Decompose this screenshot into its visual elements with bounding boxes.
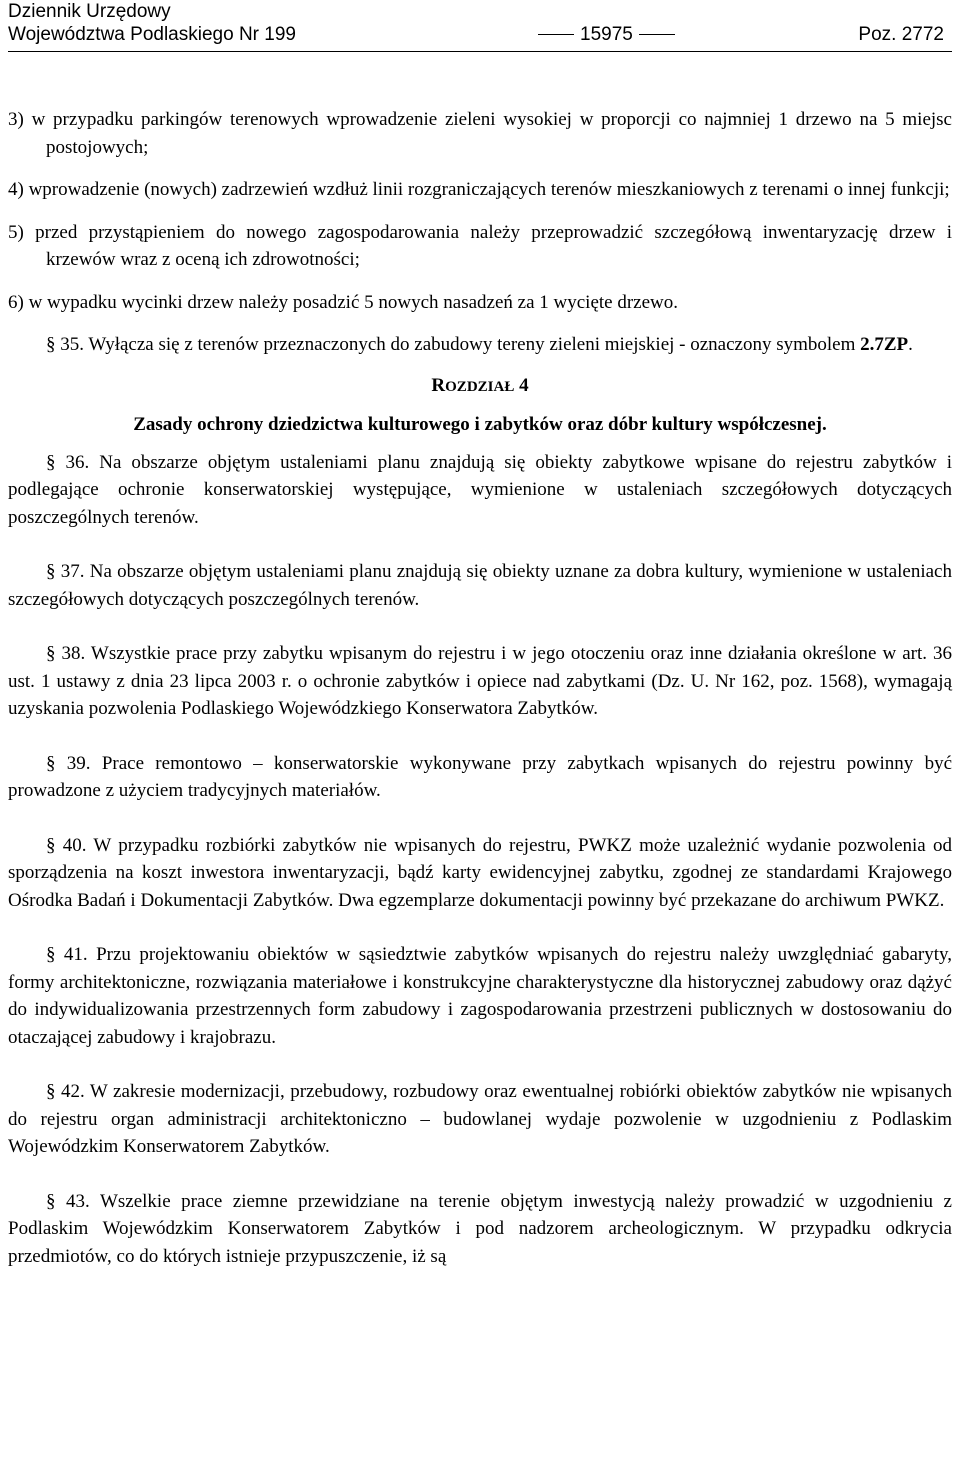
header-rule [8, 51, 952, 52]
position-number: Poz. 2772 [858, 24, 944, 45]
paragraph-35-end: . [908, 334, 913, 355]
dash-left [538, 34, 574, 35]
paragraph-35-text: § 35. Wyłącza się z terenów przeznaczonych do zabudowy tereny zieleni miejskiej - oznaczony symbolem [46, 334, 861, 355]
document-body [8, 106, 952, 1297]
paragraph-38: § 38. Wszystkie prace przy zabytku wpisanym do rejestru i w jego otoczeniu oraz inne działania określone w art. 36 ust. 1 ustawy z dnia 23 lipca 2003 r. o ochronie zabytków i opiece nad zabytkami (Dz. U. Nr 162, poz. 1568), wymagają uzyskania pozwolenia Podlaskiego Wojewódzkiego Konserwatora Zabytków. [8, 643, 952, 719]
list-item: 5) przed przystąpieniem do nowego zagospodarowania należy przeprowadzić szczegółową inwentaryzację drzew i krzewów wraz z oceną ich zdrowotności; [8, 221, 952, 270]
chapter-heading [8, 372, 952, 402]
chapter-title: Zasady ochrony dziedzictwa kulturowego i zabytków oraz dóbr kultury współczesnej. [133, 414, 827, 435]
journal-title: Dziennik Urzędowy [8, 1, 171, 22]
paragraph-43: § 43. Wszelkie prace ziemne przewidziane na terenie objętym inwestycją należy prowadzić w uzgodnieniu z Podlaskim Wojewódzkim Konserwatorem Zabytków i pod nadzorem archeologicznym. W przypadku odkrycia przedmiotów, co do których istnieje przypuszczenie, iż są [8, 1190, 952, 1267]
paragraph-41: § 41. Przu projektowaniu obiektów w sąsiedztwie zabytków wpisanych do rejestru należy uwzględniać gabaryty, formy architektoniczne, rozwiązania materiałowe i konstrukcyjne charakterystyczne dla historycznej zabudowy oraz dążyć do indywidualizowania przestrzennych form zabudowy i zagospodarowania przestrzeni publicznych w dostosowaniu do otaczającej zabudowy i krajobrazu. [8, 944, 952, 1048]
paragraph-39: § 39. Prace remontowo – konserwatorskie wykonywane przy zabytkach wpisanych do rejestru powinny być prowadzone z użyciem tradycyjnych materiałów. [8, 752, 952, 801]
page-number [532, 23, 681, 46]
zoning-symbol: 2.7ZP [860, 334, 909, 355]
list-item: 4) wprowadzenie (nowych) zadrzewień wzdłuż linii rozgraniczających terenów mieszkaniowych z terenami o innej funkcji; [8, 179, 950, 200]
paragraph-35 [8, 331, 952, 359]
chapter-word: OZDZIAŁ [445, 378, 515, 395]
paragraph-42: § 42. W zakresie modernizacji, przebudowy, rozbudowy oraz ewentualnej robiórki obiektów zabytków nie wpisanych do rejestru organ administracji architektoniczno – budowlanej wydaje pozwolenie w uzgodnieniu z Podlaskim Wojewódzkim Konserwatorem Zabytków. [8, 1081, 952, 1157]
page-header [8, 0, 952, 52]
paragraph-40: § 40. W przypadku rozbiórki zabytków nie wpisanych do rejestru, PWKZ może uzależnić wydanie pozwolenia od sporządzenia na koszt inwestora inwentaryzacji, bądź karty ewidencyjnej zabytku, zgodnej ze standardami Krajowego Ośrodka Badań i Dokumentacji Zabytków. Dwa egzemplarze dokumentacji powinny być przekazane do archiwum PWKZ. [8, 834, 952, 911]
chapter-number: 4 [519, 374, 529, 396]
dash-right [639, 34, 675, 35]
chapter-initial: R [431, 374, 446, 396]
page-number-value: 15975 [580, 24, 633, 45]
list-item: 3) w przypadku parkingów terenowych wprowadzenie zieleni wysokiej w proporcji co najmniej 1 drzewo na 5 miejsc postojowych; [8, 109, 952, 158]
list-item: 6) w wypadku wycinki drzew należy posadzić 5 nowych nasadzeń za 1 wycięte drzewo. [8, 291, 679, 313]
paragraph-37: § 37. Na obszarze objętym ustaleniami planu znajdują się obiekty uznane za dobra kultury, wymienione w ustaleniach szczegółowych dotyczących poszczególnych terenów. [8, 561, 952, 610]
paragraph-36: § 36. Na obszarze objętym ustaleniami planu znajdują się obiekty zabytkowe wpisane do rejestru zabytków i podlegające ochronie konserwatorskiej występujące, wymienione w ustaleniach szczegółowych dotyczących poszczególnych terenów. [8, 451, 952, 528]
journal-subtitle: Województwa Podlaskiego Nr 199 [8, 24, 296, 45]
